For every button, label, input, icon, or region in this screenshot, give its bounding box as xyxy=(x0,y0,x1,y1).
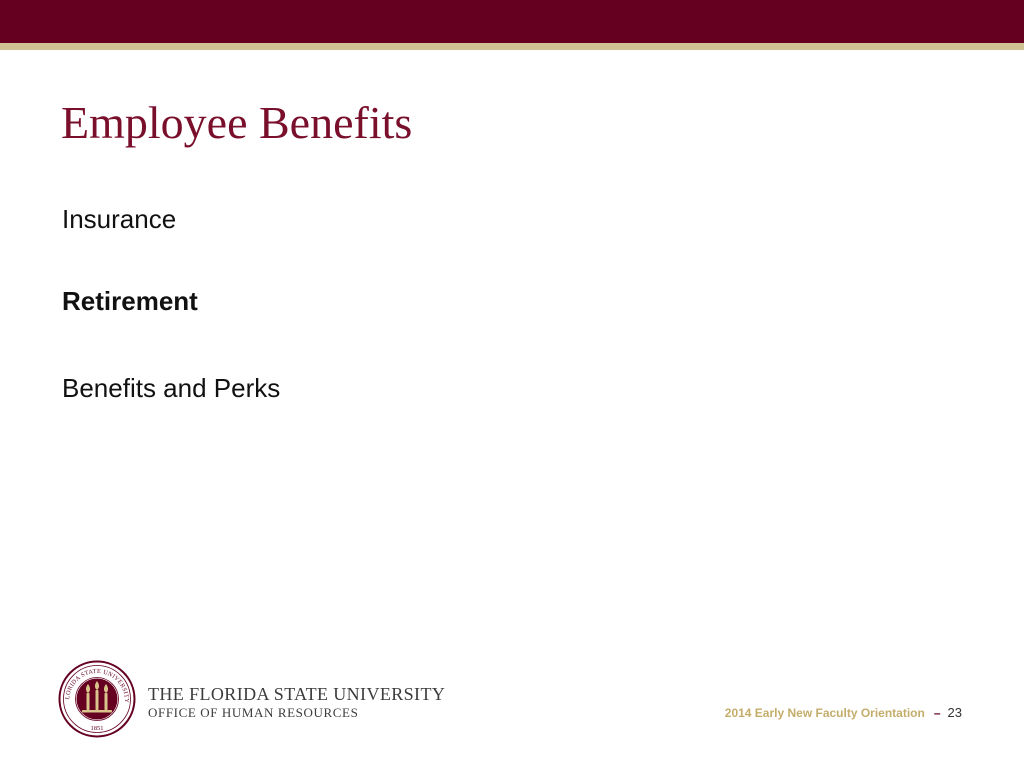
footer-separator: – xyxy=(933,706,941,720)
seal-year: 1851 xyxy=(90,725,104,732)
university-name: THE FLORIDA STATE UNIVERSITY xyxy=(148,684,446,704)
slide-title: Employee Benefits xyxy=(61,97,413,148)
event-name: 2014 Early New Faculty Orientation xyxy=(724,706,925,720)
footer-org-name xyxy=(148,684,445,721)
office-name: OFFICE OF HUMAN RESOURCES xyxy=(148,705,359,720)
bullet-retirement: Retirement xyxy=(62,286,198,316)
bullet-benefits-and-perks: Benefits and Perks xyxy=(62,373,281,403)
header-stripe xyxy=(0,43,1024,50)
university-seal-icon xyxy=(58,660,136,738)
bullet-insurance: Insurance xyxy=(62,204,177,234)
footer-info xyxy=(725,705,962,721)
seal-text: LORIDA STATE UNIVERSITY xyxy=(64,667,131,704)
header-bar xyxy=(0,0,1024,43)
page-number: 23 xyxy=(947,705,962,720)
